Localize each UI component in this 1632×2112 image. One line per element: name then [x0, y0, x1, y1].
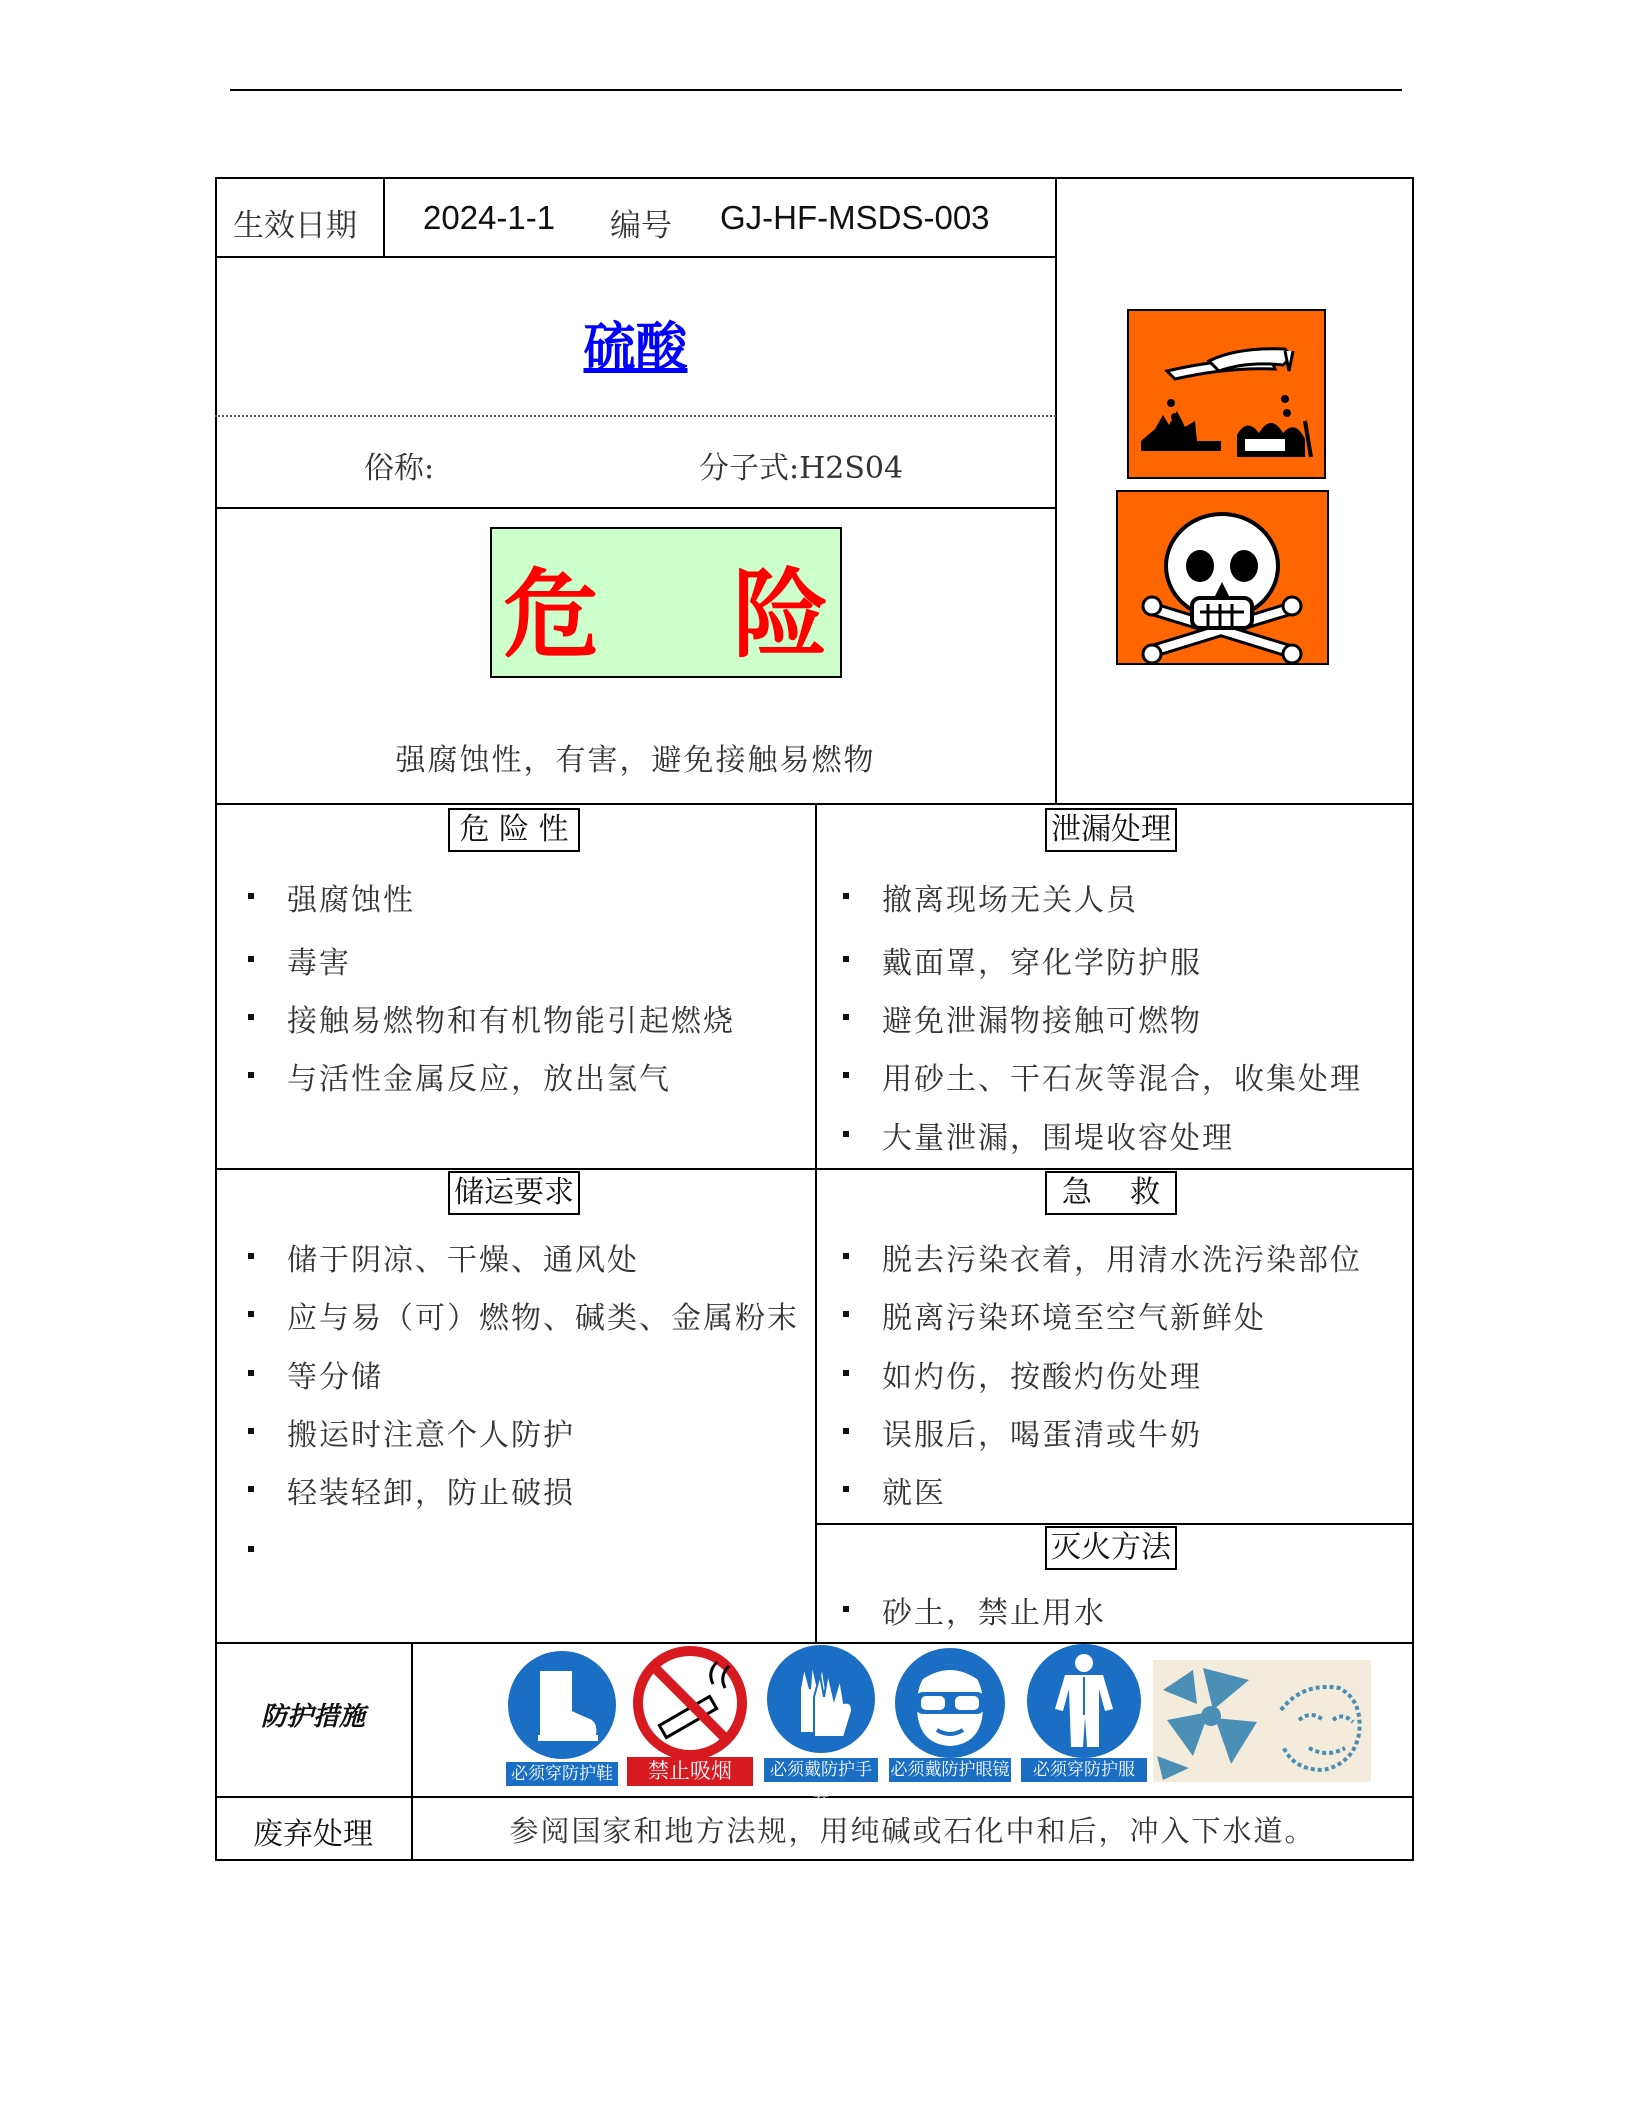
- spill-item: 用砂土、干石灰等混合，收集处理: [882, 1062, 1362, 1097]
- corrosive-icon: [1127, 309, 1326, 479]
- disposal-label: 废弃处理: [253, 1817, 373, 1852]
- spill-item: 撤离现场无关人员: [882, 883, 1138, 918]
- spill-item: 避免泄漏物接触可燃物: [882, 1004, 1202, 1039]
- gloves-caption: 必须戴防护手套: [764, 1758, 878, 1782]
- first-aid-item: 就医: [882, 1476, 946, 1511]
- storage-item: 搬运时注意个人防护: [287, 1418, 575, 1453]
- spill-heading: 泄漏处理: [1045, 808, 1177, 852]
- protective-suit-icon: [1021, 1643, 1147, 1759]
- respirator-icon: [1153, 1660, 1371, 1782]
- hazard-item: 接触易燃物和有机物能引起燃烧: [287, 1004, 735, 1039]
- storage-item: 轻装轻卸，防止破损: [287, 1476, 575, 1511]
- storage-item: 等分储: [287, 1360, 383, 1395]
- safety-boots-icon: [506, 1649, 618, 1761]
- hazard-statement: 强腐蚀性，有害，避免接触易燃物: [395, 743, 876, 778]
- hazard-item: 与活性金属反应，放出氢气: [287, 1062, 671, 1097]
- goggles-icon: [889, 1646, 1011, 1760]
- document-code-value: GJ-HF-MSDS-003: [720, 199, 990, 236]
- storage-item: 储于阴凉、干燥、通风处: [287, 1243, 639, 1278]
- goggles-caption: 必须戴防护眼镜: [890, 1760, 1010, 1780]
- skull-crossbones-icon: [1116, 490, 1329, 665]
- signal-word: 危 险: [503, 559, 879, 671]
- first-aid-item: 脱离污染环境至空气新鲜处: [882, 1301, 1266, 1336]
- effective-date-value: 2024-1-1: [423, 199, 556, 236]
- spill-item: 大量泄漏，围堤收容处理: [882, 1121, 1234, 1156]
- first-aid-item: 脱去污染衣着，用清水洗污染部位: [882, 1243, 1362, 1278]
- first-aid-heading: [1045, 1171, 1177, 1215]
- effective-date-label: 生效日期: [233, 208, 357, 244]
- protective-suit-caption: 必须穿防护服: [1021, 1758, 1147, 1782]
- no-smoking-icon: [627, 1644, 753, 1762]
- gloves-icon: [764, 1643, 878, 1755]
- no-smoking-caption: 禁止吸烟: [627, 1757, 753, 1786]
- storage-item: 应与易（可）燃物、碱类、金属粉末: [287, 1301, 799, 1336]
- spill-item: 戴面罩，穿化学防护服: [882, 946, 1202, 981]
- molecular-formula: 分子式:H2S04: [699, 451, 904, 486]
- storage-heading: 储运要求: [448, 1171, 580, 1215]
- fire-fighting-heading: 灭火方法: [1045, 1526, 1177, 1570]
- hazards-heading: 危 险 性: [448, 808, 580, 852]
- first-aid-heading-text: 急 救: [1061, 1175, 1161, 1210]
- signal-word-box: [490, 527, 879, 678]
- chemical-name[interactable]: 硫酸: [583, 318, 688, 378]
- protection-label: 防护措施: [260, 1702, 365, 1732]
- page-top-rule: [230, 89, 1402, 91]
- safety-boots-caption: 必须穿防护鞋: [506, 1762, 618, 1786]
- first-aid-item: 如灼伤，按酸灼伤处理: [882, 1360, 1202, 1395]
- hazard-item: 毒害: [287, 946, 351, 981]
- disposal-text: 参阅国家和地方法规，用纯碱或石化中和后，冲入下水道。: [509, 1814, 1316, 1848]
- fire-fighting-item: 砂土，禁止用水: [882, 1596, 1106, 1631]
- common-name-label: 俗称:: [364, 451, 435, 486]
- first-aid-item: 误服后，喝蛋清或牛奶: [882, 1418, 1202, 1453]
- hazard-item: 强腐蚀性: [287, 883, 415, 918]
- document-code-label: 编号: [610, 208, 672, 244]
